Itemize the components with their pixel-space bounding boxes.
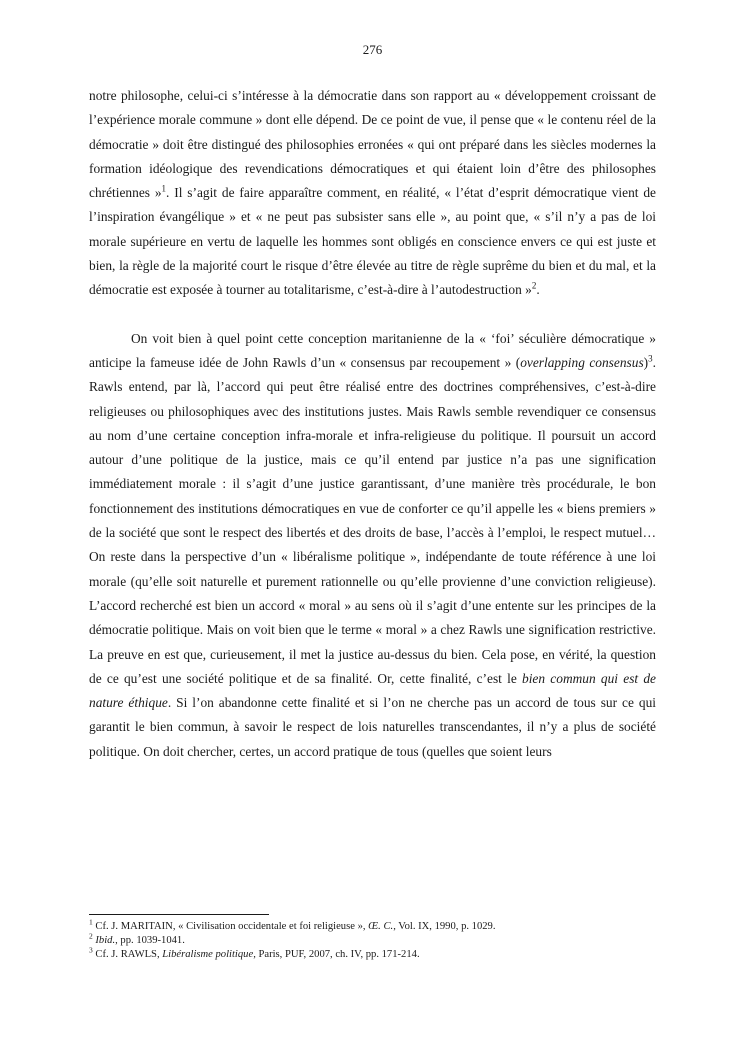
text-segment: , Paris, PUF, 2007, ch. IV, pp. 171-214.: [253, 949, 420, 960]
footnote-marker: 1: [89, 917, 93, 927]
footnote-marker: 2: [89, 931, 93, 941]
text-segment: . Si l’on abandonne cette finalité et si l’on ne cherche pas un accord de tous sur ce qui garantit le bien commun, à savoir le respect de lois naturelles transcendantes, il n’y a plus de société politique. On doit chercher, certes, un accord pratique de tous (quelles que soient leurs: [89, 695, 656, 759]
italic-text: overlapping consensus: [520, 354, 644, 370]
paragraph: [89, 84, 656, 303]
text-segment: , Vol. IX, 1990, p. 1029.: [393, 921, 496, 932]
footnotes: [89, 917, 656, 962]
footnote-marker: 3: [648, 353, 653, 364]
footnote-marker: 2: [531, 280, 537, 291]
page-number: 276: [362, 42, 383, 57]
footnote-separator: [89, 914, 269, 915]
footnote: [89, 945, 656, 962]
footnote: [89, 931, 656, 948]
footnote-marker: 3: [89, 945, 93, 955]
text-segment: notre philosophe, celui-ci s’intéresse à la démocratie dans son rapport au « développement croissant de l’expérience morale commune » dont elle dépend. De ce point de vue, il pense que « le contenu réel de la démocratie » doit être distingué des philosophies erronées « qui ont préparé dans les siècles modernes la formation idéologique des revendications démocratiques et qui étaient loin d’être des philosophes chrétiennes »: [89, 88, 656, 201]
italic-text: Ibid.: [95, 935, 116, 946]
paragraph: [89, 327, 656, 764]
text-segment: . Rawls entend, par là, l’accord qui peut être réalisé entre des doctrines compréhensives, c’est-à-dire religieuses ou philosophiques avec des institutions justes. Mais Rawls semble revendiquer ce consensus au nom d’une certaine conception infra-morale et infra-religieuse du politique. Il poursuit un accord autour d’une politique de la justice, mais ce qu’il entend par justice n’a pas une signification immédiatement morale : il s’agit d’une justice garantissant, d’une manière très procédurale, le bon fonctionnement des institutions démocratiques en vue de conforter ce qu’il appelle les « biens premiers » de la société que sont le respect des libertés et des droits de base, l’accès à l’emploi, le respect mutuel… On reste dans la perspective d’un « libéralisme politique », indépendante de toute référence à une loi morale (qu’elle soit naturelle et purement rationnelle ou qu’elle provienne d’une conviction religieuse). L’accord recherché est bien un accord « moral » au sens où il s’agit d’une entente sur les principes de la démocratie politique. Mais on voit bien que le terme « moral » a chez Rawls une signification restrictive. La preuve en est que, curieusement, il met la justice au-dessus du bien. Cela pose, en vérité, la question de ce qu’est une société politique et de sa finalité. Or, cette finalité, c’est le: [89, 354, 656, 686]
text-segment: . Il s’agit de faire apparaître comment, en réalité, « l’état d’esprit démocratique vient de l’inspiration évangélique » et « ne peut pas subsister sans elle », au point que, « s’il n’y a pas de loi morale supérieure en vertu de laquelle les hommes sont obligés en conscience envers ce qui est juste et bien, la règle de la majorité court le risque d’être élevée au titre de règle suprême du bien et du mal, et la démocratie est exposée à tourner au totalitarisme, c’est-à-dire à l’autodestruction »: [89, 185, 656, 298]
text-segment: On voit bien à quel point cette conception maritanienne de la « ‘foi’ séculière démocratique » anticipe la fameuse idée de John Rawls d’un « consensus par recoupement » (: [89, 330, 656, 370]
footnote: [89, 917, 656, 934]
body-text: [89, 84, 656, 764]
text-segment: Cf. J. MARITAIN, « Civilisation occidentale et foi religieuse »,: [92, 921, 369, 932]
text-segment: .: [536, 282, 540, 298]
text-segment: , pp. 1039-1041.: [115, 935, 185, 946]
footnote-marker: 1: [161, 183, 167, 194]
italic-text: Œ. C.: [368, 921, 394, 932]
italic-text: bien commun qui est de nature éthique: [89, 670, 656, 711]
text-segment: ): [643, 354, 649, 370]
text-segment: Cf. J. RAWLS,: [92, 949, 163, 960]
italic-text: Libéralisme politique: [162, 949, 254, 960]
